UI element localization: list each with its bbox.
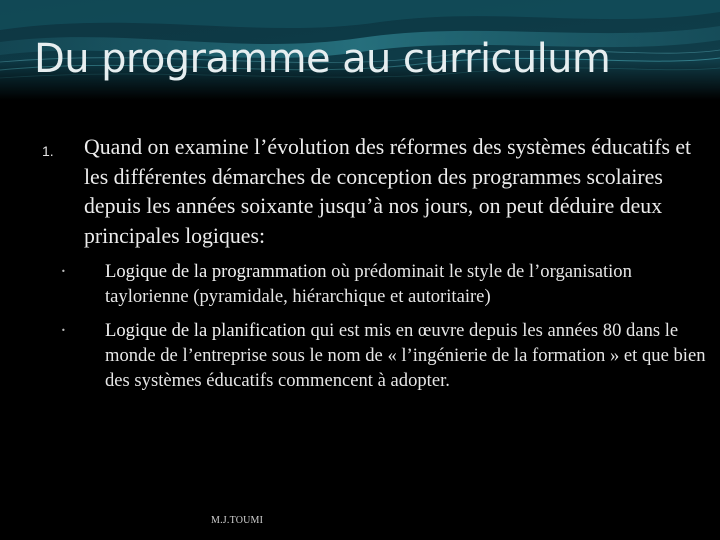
intro-paragraph: Quand on examine l’évolution des réformes des systèmes éducatifs et les différentes démarches de conception des programmes scolaires depuis les années soixante jusqu’à nos jours, on peut déduire deux principales logiques: (84, 135, 692, 248)
sub-bullet-text (105, 318, 717, 393)
slide-title: Du programme au curriculum (34, 36, 611, 82)
sub-bullet-body: où prédominait le style de l’organisation taylorienne (pyramidale, hiérarchique et autoritaire) (105, 261, 632, 307)
numbered-list-item (42, 133, 718, 251)
list-number: 1. (42, 143, 54, 159)
sub-bullet-planification (61, 318, 717, 393)
sub-bullet-heading: Logique de la planification (105, 320, 306, 341)
bullet-icon: • (61, 267, 66, 276)
bullet-icon: • (61, 326, 66, 335)
sub-bullet-body: qui est mis en œuvre depuis les années 80 dans le monde de l’entreprise sous le nom de « l’ingénierie de la formation » et que bien des systèmes éducatifs commencent à adopter. (105, 320, 706, 391)
sub-bullet-heading: Logique de la programmation (105, 261, 327, 282)
sub-bullet-text (105, 259, 717, 309)
sub-bullet-programmation (61, 259, 717, 309)
footer-author: M.J.TOUMI (211, 515, 264, 526)
